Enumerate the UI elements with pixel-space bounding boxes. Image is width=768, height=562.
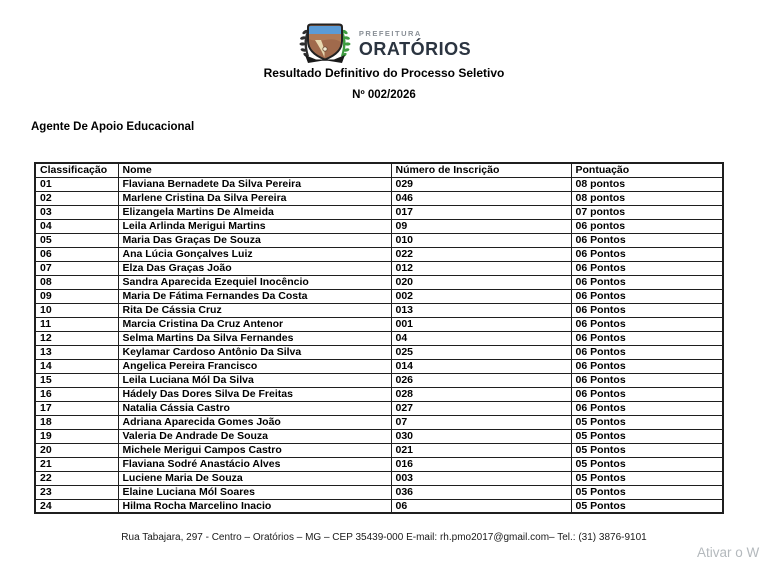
inscription-cell: 002 — [391, 289, 571, 303]
coat-of-arms-icon — [297, 22, 353, 66]
name-cell: Elza Das Graças João — [118, 261, 391, 275]
score-cell: 06 Pontos — [571, 261, 723, 275]
table-header-row — [35, 163, 723, 177]
inscription-cell: 029 — [391, 177, 571, 191]
name-cell: Rita De Cássia Cruz — [118, 303, 391, 317]
results-table — [34, 162, 724, 514]
logo-city-name: ORATÓRIOS — [358, 38, 472, 59]
table-row — [35, 443, 723, 457]
score-cell: 06 Pontos — [571, 331, 723, 345]
table-row — [35, 373, 723, 387]
name-cell: Sandra Aparecida Ezequiel Inocêncio — [118, 275, 391, 289]
score-cell: 06 pontos — [571, 219, 723, 233]
score-cell: 05 Pontos — [571, 457, 723, 471]
inscription-cell: 046 — [391, 191, 571, 205]
rank-cell: 11 — [35, 317, 118, 331]
table-row — [35, 415, 723, 429]
inscription-cell: 026 — [391, 373, 571, 387]
table-row — [35, 303, 723, 317]
inscription-cell: 020 — [391, 275, 571, 289]
table-row — [35, 317, 723, 331]
table-row — [35, 457, 723, 471]
inscription-cell: 09 — [391, 219, 571, 233]
table-row — [35, 275, 723, 289]
header-pontuacao: Pontuação — [571, 163, 723, 177]
table-row — [35, 387, 723, 401]
inscription-cell: 027 — [391, 401, 571, 415]
table-row — [35, 485, 723, 499]
header-classificacao: Classificação — [35, 163, 118, 177]
score-cell: 05 Pontos — [571, 415, 723, 429]
name-cell: Luciene Maria De Souza — [118, 471, 391, 485]
name-cell: Michele Merigui Campos Castro — [118, 443, 391, 457]
header-nome: Nome — [118, 163, 391, 177]
name-cell: Elizangela Martins De Almeida — [118, 205, 391, 219]
rank-cell: 16 — [35, 387, 118, 401]
rank-cell: 01 — [35, 177, 118, 191]
rank-cell: 15 — [35, 373, 118, 387]
inscription-cell: 013 — [391, 303, 571, 317]
document-number: Nº 002/2026 — [352, 89, 416, 101]
logo — [0, 22, 768, 66]
rank-cell: 21 — [35, 457, 118, 471]
rank-cell: 24 — [35, 499, 118, 513]
table-row — [35, 205, 723, 219]
score-cell: 06 Pontos — [571, 359, 723, 373]
inscription-cell: 022 — [391, 247, 571, 261]
name-cell: Elaine Luciana Mól Soares — [118, 485, 391, 499]
inscription-cell: 012 — [391, 261, 571, 275]
inscription-cell: 021 — [391, 443, 571, 457]
document-title: Resultado Definitivo do Processo Seletivo — [263, 66, 505, 80]
score-cell: 08 pontos — [571, 177, 723, 191]
name-cell: Angelica Pereira Francisco — [118, 359, 391, 373]
rank-cell: 05 — [35, 233, 118, 247]
name-cell: Marcia Cristina Da Cruz Antenor — [118, 317, 391, 331]
name-cell: Valeria De Andrade De Souza — [118, 429, 391, 443]
rank-cell: 20 — [35, 443, 118, 457]
score-cell: 06 Pontos — [571, 387, 723, 401]
activate-windows-watermark: Ativar o W — [697, 545, 760, 560]
score-cell: 07 pontos — [571, 205, 723, 219]
table-row — [35, 219, 723, 233]
rank-cell: 13 — [35, 345, 118, 359]
rank-cell: 14 — [35, 359, 118, 373]
table-row — [35, 345, 723, 359]
section-title: Agente De Apoio Educacional — [31, 121, 195, 133]
rank-cell: 22 — [35, 471, 118, 485]
score-cell: 05 Pontos — [571, 485, 723, 499]
inscription-cell: 028 — [391, 387, 571, 401]
name-cell: Maria Das Graças De Souza — [118, 233, 391, 247]
score-cell: 05 Pontos — [571, 429, 723, 443]
rank-cell: 04 — [35, 219, 118, 233]
name-cell: Marlene Cristina Da Silva Pereira — [118, 191, 391, 205]
score-cell: 06 Pontos — [571, 373, 723, 387]
score-cell: 06 Pontos — [571, 233, 723, 247]
name-cell: Hilma Rocha Marcelino Inacio — [118, 499, 391, 513]
footer-address: Rua Tabajara, 297 - Centro – Oratórios – MG – CEP 35439-000 E-mail: rh.pmo2017@gmail.com– Tel.: (31) 3876-9101 — [121, 532, 647, 543]
inscription-cell: 04 — [391, 331, 571, 345]
name-cell: Adriana Aparecida Gomes João — [118, 415, 391, 429]
rank-cell: 02 — [35, 191, 118, 205]
rank-cell: 10 — [35, 303, 118, 317]
inscription-cell: 014 — [391, 359, 571, 373]
rank-cell: 12 — [35, 331, 118, 345]
inscription-cell: 003 — [391, 471, 571, 485]
table-row — [35, 359, 723, 373]
table-row — [35, 401, 723, 415]
table-row — [35, 289, 723, 303]
table-row — [35, 499, 723, 513]
header-numero-inscricao: Número de Inscrição — [391, 163, 571, 177]
score-cell: 05 Pontos — [571, 443, 723, 457]
inscription-cell: 016 — [391, 457, 571, 471]
score-cell: 06 Pontos — [571, 345, 723, 359]
table-row — [35, 471, 723, 485]
rank-cell: 23 — [35, 485, 118, 499]
inscription-cell: 07 — [391, 415, 571, 429]
rank-cell: 17 — [35, 401, 118, 415]
name-cell: Leila Arlinda Merigui Martins — [118, 219, 391, 233]
name-cell: Flaviana Bernadete Da Silva Pereira — [118, 177, 391, 191]
inscription-cell: 001 — [391, 317, 571, 331]
results-table-body — [35, 177, 723, 513]
inscription-cell: 036 — [391, 485, 571, 499]
score-cell: 06 Pontos — [571, 289, 723, 303]
rank-cell: 07 — [35, 261, 118, 275]
inscription-cell: 025 — [391, 345, 571, 359]
rank-cell: 08 — [35, 275, 118, 289]
rank-cell: 09 — [35, 289, 118, 303]
name-cell: Leila Luciana Mól Da Silva — [118, 373, 391, 387]
score-cell: 06 Pontos — [571, 247, 723, 261]
name-cell: Ana Lúcia Gonçalves Luiz — [118, 247, 391, 261]
rank-cell: 06 — [35, 247, 118, 261]
rank-cell: 19 — [35, 429, 118, 443]
table-row — [35, 233, 723, 247]
score-cell: 05 Pontos — [571, 471, 723, 485]
inscription-cell: 017 — [391, 205, 571, 219]
score-cell: 06 Pontos — [571, 317, 723, 331]
inscription-cell: 030 — [391, 429, 571, 443]
inscription-cell: 06 — [391, 499, 571, 513]
table-row — [35, 331, 723, 345]
score-cell: 06 Pontos — [571, 303, 723, 317]
table-row — [35, 191, 723, 205]
name-cell: Selma Martins Da Silva Fernandes — [118, 331, 391, 345]
name-cell: Maria De Fátima Fernandes Da Costa — [118, 289, 391, 303]
rank-cell: 03 — [35, 205, 118, 219]
name-cell: Flaviana Sodré Anastácio Alves — [118, 457, 391, 471]
score-cell: 08 pontos — [571, 191, 723, 205]
table-row — [35, 247, 723, 261]
table-row — [35, 261, 723, 275]
name-cell: Natalia Cássia Castro — [118, 401, 391, 415]
name-cell: Keylamar Cardoso Antônio Da Silva — [118, 345, 391, 359]
score-cell: 06 Pontos — [571, 401, 723, 415]
score-cell: 05 Pontos — [571, 499, 723, 513]
name-cell: Hádely Das Dores Silva De Freitas — [118, 387, 391, 401]
table-row — [35, 177, 723, 191]
inscription-cell: 010 — [391, 233, 571, 247]
logo-prefeitura-label: PREFEITURA — [358, 29, 422, 39]
rank-cell: 18 — [35, 415, 118, 429]
table-row — [35, 429, 723, 443]
score-cell: 06 Pontos — [571, 275, 723, 289]
